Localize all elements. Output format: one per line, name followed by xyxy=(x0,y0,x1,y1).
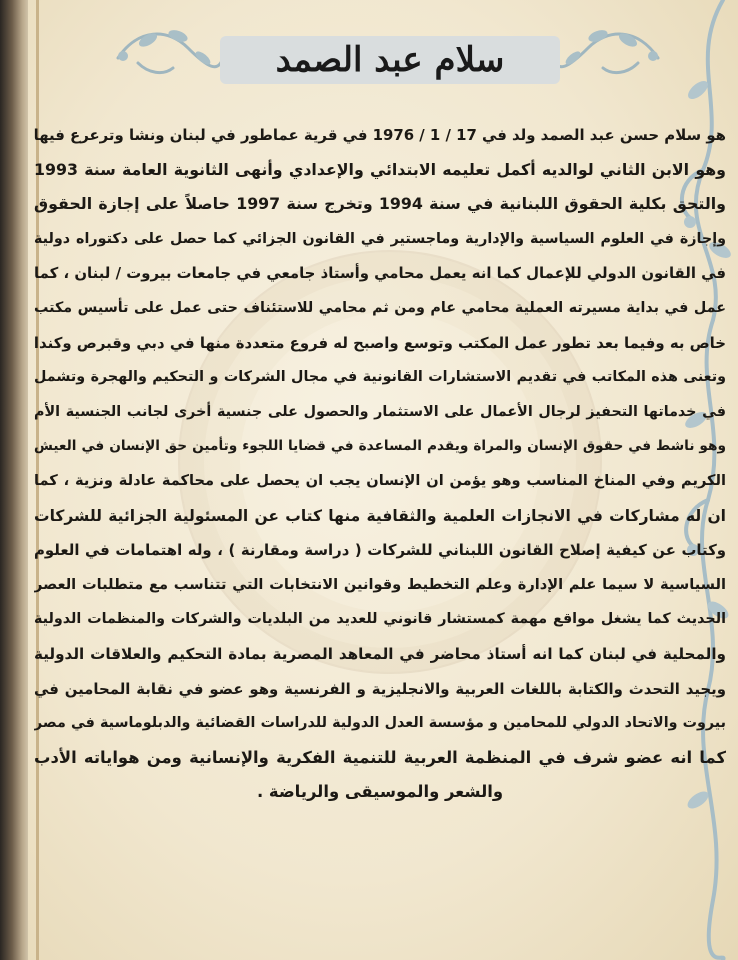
biography-text xyxy=(34,118,726,810)
text-line: الكريم وفي المناخ المناسب وهو يؤمن ان الإنسان يجب ان يحصل على محاكمة عادلة ونزية ، كما xyxy=(34,471,726,489)
book-spine-edge xyxy=(0,0,30,960)
text-line: وهو الابن الثاني لوالديه أكمل تعليمه الابتدائي والإعدادي وأنهى الثانوية العامة سنة 1993 xyxy=(34,159,726,179)
text-line: بيروت والاتحاد الدولي للمحامين و مؤسسة العدل الدولية للدراسات القضائية والدبلوماسية في مصر xyxy=(34,715,726,732)
text-line: ان له مشاركات في الانجازات العلمية والثقافية منها كتاب عن المسئولية الجزائية للشركات xyxy=(34,506,726,525)
text-line: ويجيد التحدث والكتابة باللغات العربية والانجليزية و الفرنسية وهو عضو في نقابة المحامين في xyxy=(34,679,726,698)
text-line: وكتاب عن كيفية إصلاح القانون اللبناني للشركات ( دراسة ومقارنة ) ، وله اهتمامات في العلوم xyxy=(34,541,726,560)
text-line: وإجازة في العلوم السياسية والإدارية وماجستير في القانون الجزائي كما حصل على دكتوراه دولية xyxy=(34,230,726,247)
document-page xyxy=(28,0,738,960)
text-line: والمحلية في لبنان كما انه أستاذ محاضر في المعاهد المصرية بمادة التحكيم والعلاقات الدولية xyxy=(34,644,726,663)
text-line: والتحق بكلية الحقوق اللبنانية في سنة 1994 وتخرج سنة 1997 حاصلاً على إجازة الحقوق xyxy=(34,194,726,214)
floral-ornament-icon xyxy=(548,18,668,88)
text-line: وتعنى هذه المكاتب في تقديم الاستشارات القانونية في مجال الشركات و التحكيم والهجرة وتشمل xyxy=(34,369,726,386)
text-line: كما انه عضو شرف في المنظمة العربية للتنمية الفكرية والإنسانية ومن هواياته الأدب xyxy=(34,747,726,767)
text-line: في القانون الدولي للإعمال كما انه يعمل محامي وأستاذ جامعي في جامعات بيروت / لبنان ، كما xyxy=(34,264,726,283)
text-line: وهو ناشط في حقوق الإنسان والمراة ويقدم المساعدة في قضايا اللجوء وتأمين حق الإنسان في العيش xyxy=(34,438,726,455)
text-line: الحديث كما يشغل مواقع مهمة كمستشار قانوني للعديد من البلديات والشركات والمنظمات الدولية xyxy=(34,611,726,628)
document-title: سلام عبد الصمد xyxy=(275,40,505,80)
text-line: عمل في بداية مسيرته العملية محامي عام ومن ثم محامي للاستئناف حتى عمل على تأسيس مكتب xyxy=(34,299,726,316)
text-line: في خدماتها التحفيز لرجال الأعمال على الاستثمار والحصول على جنسية أخرى لجانب الجنسية الأم xyxy=(34,403,726,420)
text-line: خاص به وفيما بعد تطور عمل المكتب وتوسع واصبح له فروع متعددة منها في دبي وقبرص وكندا xyxy=(34,333,726,352)
text-line: هو سلام حسن عبد الصمد ولد في 17 / 1 / 1976 في قرية عماطور في لبنان ونشا وترعرع فيها xyxy=(34,126,726,144)
text-line: السياسية لا سيما علم الإدارة وعلم التخطيط وقوانين الانتخابات التي تتناسب مع متطلبات العصر xyxy=(34,575,726,593)
text-line: والشعر والموسيقى والرياضة . xyxy=(256,782,504,802)
floral-ornament-icon xyxy=(108,18,228,88)
